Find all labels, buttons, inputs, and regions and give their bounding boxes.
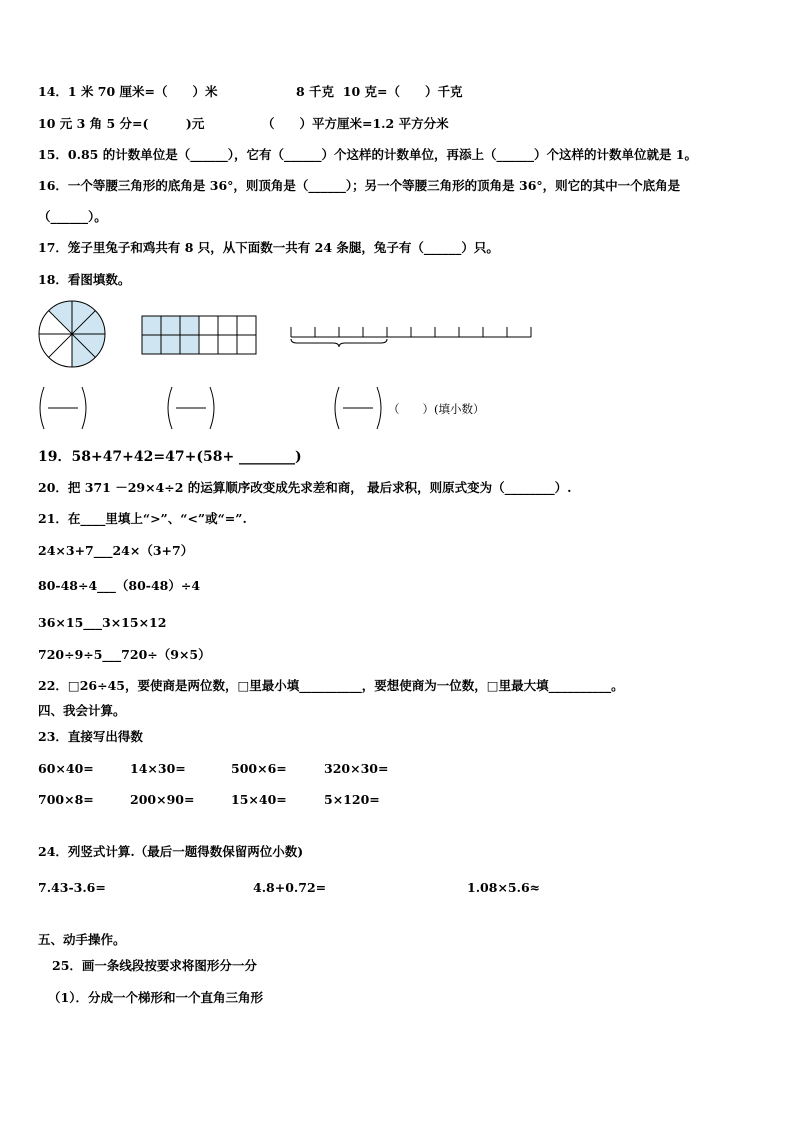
q14-part-c: 10 元 3 角 5 分=( )元 bbox=[38, 116, 205, 131]
fraction-answer-blank-1 bbox=[40, 387, 86, 429]
question-16-line2: （______）。 bbox=[38, 209, 107, 224]
q23-r1-c1: 60×40= bbox=[38, 761, 94, 776]
question-22: 22．□26÷45，要使商是两位数，□里最小填__________，要想使商为一位数，□里最大填__________。 bbox=[38, 678, 624, 693]
q23-r2-c4: 5×120= bbox=[324, 792, 380, 807]
section-5-heading: 五、动手操作。 bbox=[38, 932, 126, 947]
question-25-title: 25．画一条线段按要求将图形分一分 bbox=[52, 958, 257, 973]
question-21-item-1: 24×3+7___24×（3+7） bbox=[38, 543, 194, 558]
question-20: 20．把 371 －29×4÷2 的运算顺序改变成先求差和商， 最后求积，则原式变为（________）. bbox=[38, 480, 572, 495]
q24-item-2: 4.8+0.72= bbox=[253, 880, 327, 895]
question-16-line1: 16．一个等腰三角形的底角是 36°，则顶角是（______）；另一个等腰三角形的顶角是 36°，则它的其中一个底角是 bbox=[38, 178, 681, 193]
q23-r1-c2: 14×30= bbox=[130, 761, 186, 776]
question-19: 19．58+47+42=47+(58+ ________) bbox=[38, 449, 302, 465]
question-17: 17．笼子里兔子和鸡共有 8 只，从下面数一共有 24 条腿，兔子有（______）只。 bbox=[38, 240, 499, 255]
q14-part-a: 14．1 米 70 厘米=（ ）米 bbox=[38, 84, 218, 99]
question-21-item-3: 36×15___3×15×12 bbox=[38, 615, 167, 630]
question-21-item-2: 80-48÷4___（80-48）÷4 bbox=[38, 578, 201, 593]
decimal-note: （ ）(填小数） bbox=[388, 402, 485, 416]
q23-r1-c4: 320×30= bbox=[324, 761, 389, 776]
question-25-sub-1: （1）．分成一个梯形和一个直角三角形 bbox=[48, 990, 263, 1005]
section-4-heading: 四、我会计算。 bbox=[38, 703, 126, 718]
fraction-answer-blank-3 bbox=[335, 387, 381, 429]
q14-part-b: 8 千克 10 克=（ ）千克 bbox=[296, 84, 463, 99]
q14-part-d: （ ）平方厘米=1.2 平方分米 bbox=[262, 116, 449, 131]
fraction-circle bbox=[39, 301, 105, 367]
question-24-title: 24．列竖式计算.（最后一题得数保留两位小数) bbox=[38, 844, 304, 859]
question-21-item-4: 720÷9÷5___720÷（9×5） bbox=[38, 647, 211, 662]
question-23-title: 23．直接写出得数 bbox=[38, 729, 143, 744]
number-line bbox=[291, 327, 531, 347]
q23-r2-c1: 700×8= bbox=[38, 792, 94, 807]
fraction-answer-blank-2 bbox=[168, 387, 214, 429]
q24-item-3: 1.08×5.6≈ bbox=[467, 880, 541, 895]
q24-item-1: 7.43-3.6= bbox=[38, 880, 106, 895]
question-21-title: 21．在____里填上“>”、“<”或“=”. bbox=[38, 511, 247, 526]
q23-r1-c3: 500×6= bbox=[231, 761, 287, 776]
question-18-title: 18．看图填数。 bbox=[38, 272, 131, 287]
question-15: 15．0.85 的计数单位是（______），它有（______）个这样的计数单位，再添上（______）个这样的计数单位就是 1。 bbox=[38, 147, 697, 162]
q23-r2-c3: 15×40= bbox=[231, 792, 287, 807]
fraction-grid bbox=[142, 316, 256, 354]
q23-r2-c2: 200×90= bbox=[130, 792, 195, 807]
